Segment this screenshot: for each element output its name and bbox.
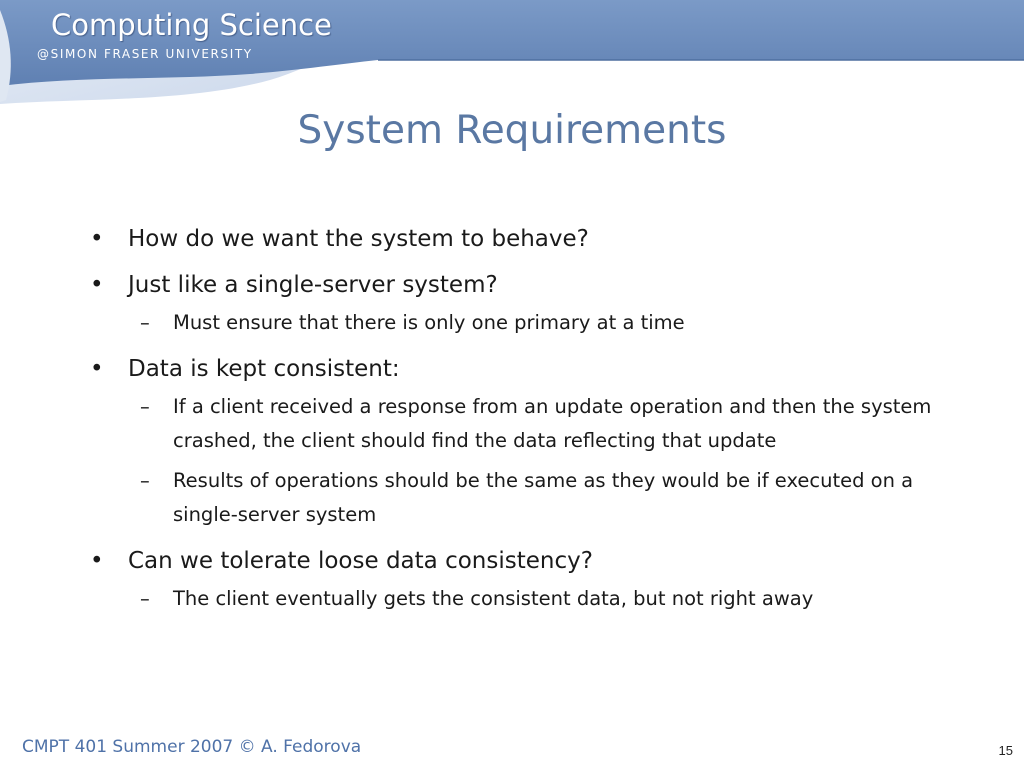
bullet-mark: • [90, 356, 104, 382]
sub-bullet-text: If a client received a response from an update operation and then the system crashed, the client should find the data reflecting that update [173, 395, 932, 452]
sub-bullet-text: Results of operations should be the same as they would be if executed on a single-server system [173, 469, 914, 526]
sub-bullet-text: The client eventually gets the consistent data, but not right away [173, 587, 814, 610]
bullet-mark: • [90, 226, 104, 252]
slide-body [0, 222, 1024, 622]
sub-bullet-item [0, 306, 1024, 340]
bullet-item [0, 268, 1024, 302]
bullet-mark: • [90, 548, 104, 574]
bullet-text: Just like a single-server system? [128, 272, 498, 298]
bullet-item [0, 352, 1024, 386]
sub-bullet-item [0, 464, 1024, 532]
sub-bullet-item [0, 582, 1024, 616]
sub-bullet-text: Must ensure that there is only one primary at a time [173, 311, 685, 334]
bullet-text: Data is kept consistent: [128, 356, 400, 382]
bullet-text: Can we tolerate loose data consistency? [128, 548, 593, 574]
footer-course-info: CMPT 401 Summer 2007 © A. Fedorova [22, 737, 362, 757]
bullet-mark: • [90, 272, 104, 298]
sub-bullet-mark: – [140, 587, 150, 610]
sub-bullet-mark: – [140, 395, 150, 418]
sub-bullet-item [0, 390, 1024, 458]
header-banner [0, 0, 1024, 110]
bullet-text: How do we want the system to behave? [128, 226, 589, 252]
slide-title: System Requirements [297, 108, 727, 153]
sub-bullet-mark: – [140, 311, 150, 334]
sub-bullet-mark: – [140, 469, 150, 492]
page-number: 15 [998, 743, 1013, 758]
bullet-item [0, 544, 1024, 578]
bullet-item [0, 222, 1024, 256]
brand-title: Computing Science [51, 8, 332, 42]
brand-subtitle: @SIMON FRASER UNIVERSITY [37, 47, 253, 61]
